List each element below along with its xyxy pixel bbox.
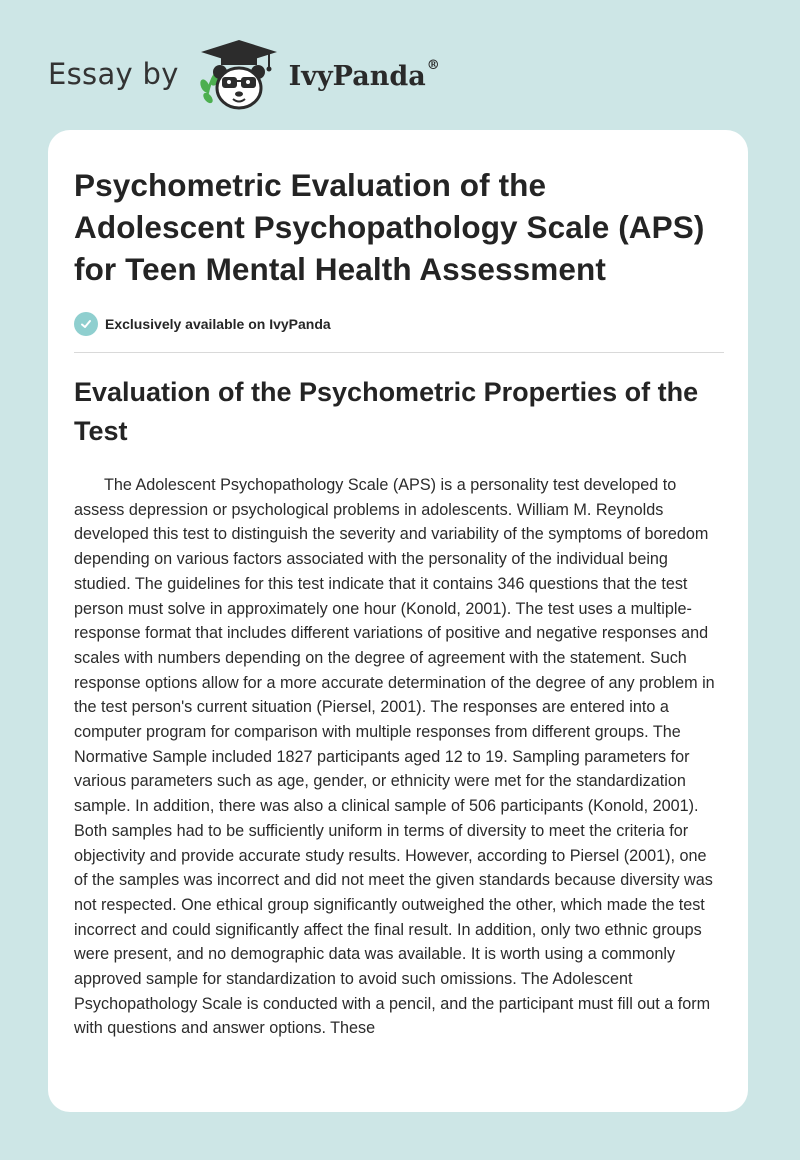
brand-name-text[interactable]: IvyPanda <box>288 60 426 92</box>
brand-name[interactable] <box>288 57 440 92</box>
panda-logo-icon[interactable] <box>193 36 285 112</box>
essay-title: Psychometric Evaluation of the Adolescent Psychopathology Scale (APS) for Teen Mental Health Assessment <box>74 167 705 287</box>
exclusive-label: Exclusively available on IvyPanda <box>105 316 331 332</box>
checkmark-icon <box>79 317 93 331</box>
essay-card <box>48 130 748 1112</box>
check-icon <box>74 312 98 336</box>
exclusive-badge <box>74 311 724 337</box>
body-paragraph: The Adolescent Psychopathology Scale (APS) is a personality test developed to assess depression or psychological problems in adolescents. William M. Reynolds developed this test to distinguish the severity and variability of the symptoms of boredom depending on various factors associated with the personality of the individual being studied. The guidelines for this test indicate that it contains 346 questions that the test person must solve in approximately one hour (Konold, 2001). The test uses a multiple-response format that includes different variations of positive and negative responses and scales with numbers depending on the degree of agreement with the statement. Such response options allow for a more accurate determination of the degree of any problem in the test person's current situation (Piersel, 2001). The responses are entered into a computer program for comparison with multiple responses from different groups. The Normative Sample included 1827 participants aged 12 to 19. Sampling parameters for various parameters such as age, gender, or ethnicity were met for the standardization sample. In addition, there was also a clinical sample of 506 participants (Konold, 2001). Both samples had to be sufficiently uniform in terms of diversity to meet the criteria for objectivity and provide accurate study results. However, according to Piersel (2001), one of the samples was incorrect and did not meet the given standards because diversity was not respected. One ethical group significantly outweighed the other, which made the test incorrect and could significantly affect the final result. In addition, only two ethnic groups were present, and no demographic data was available. It is worth using a commonly approved sample for standardization to avoid such omissions. The Adolescent Psychopathology Scale is conducted with a pencil, and the participant must fill out a form with questions and answer options. These <box>74 476 715 1038</box>
registered-mark: ® <box>426 57 440 73</box>
section-heading: Evaluation of the Psychometric Properties of the Test <box>74 377 699 446</box>
site-header <box>48 36 440 112</box>
essay-content <box>74 164 724 1057</box>
divider <box>74 352 724 353</box>
essay-by-label: Essay by <box>48 57 179 91</box>
